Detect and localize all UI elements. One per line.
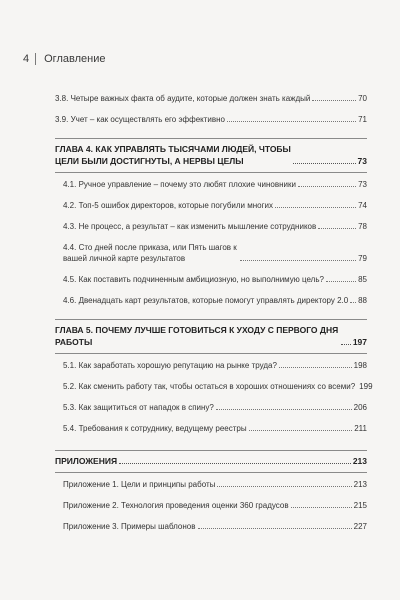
- header-divider: [35, 53, 36, 65]
- toc-leader-dots: [227, 121, 356, 122]
- toc-entry-page: 199: [359, 382, 373, 391]
- toc-entry-4-2[interactable]: [63, 200, 367, 211]
- toc-entry-page: 213: [353, 480, 367, 489]
- toc-entry-4-6[interactable]: [63, 295, 367, 306]
- toc-entry-appendix-3[interactable]: [63, 521, 367, 532]
- toc-leader-dots: [312, 100, 356, 101]
- toc-leader-dots: [350, 302, 356, 303]
- chapter-page: 197: [352, 337, 367, 347]
- toc-entry-3-9[interactable]: [55, 114, 367, 125]
- toc-leader-dots: [341, 344, 351, 345]
- page-number: 4: [23, 53, 30, 65]
- chapter-title: ГЛАВА 5. ПОЧЕМУ ЛУЧШЕ ГОТОВИТЬСЯ К УХОДУ С ПЕРВОГО ДНЯ РАБОТЫ: [55, 325, 339, 347]
- toc-entry-page: 71: [358, 115, 367, 124]
- toc-leader-dots: [217, 486, 351, 487]
- toc-leader-dots: [119, 463, 351, 464]
- toc-leader-dots: [240, 260, 356, 261]
- toc-leader-dots: [198, 528, 352, 529]
- toc-entry-appendix-1[interactable]: [63, 479, 367, 490]
- toc-entry-4-1[interactable]: [63, 179, 367, 190]
- toc-entry-title: 3.8. Четыре важных факта об аудите, которые должен знать каждый: [55, 94, 311, 103]
- toc-entry-page: 79: [358, 254, 367, 263]
- toc-entry-page: 211: [354, 424, 367, 433]
- toc-entry-page: 215: [353, 501, 367, 510]
- toc-entry-page: 85: [358, 275, 367, 284]
- toc-entry-5-2[interactable]: [63, 381, 373, 392]
- toc-entry-page: 88: [358, 296, 367, 305]
- toc-entry-page: 70: [358, 94, 367, 103]
- toc-entry-page: 73: [358, 180, 367, 189]
- toc-leader-dots: [216, 409, 352, 410]
- toc-entry-title: 4.6. Двенадцать карт результатов, которые помогут управлять директору 2.0: [63, 296, 349, 305]
- toc-entry-page: 74: [358, 201, 367, 210]
- toc-leader-dots: [249, 430, 353, 431]
- page-header: [23, 53, 105, 65]
- chapter-4-heading[interactable]: [55, 143, 367, 167]
- toc-entry-title: 5.2. Как сменить работу так, чтобы остаться в хороших отношениях со всеми?: [63, 382, 356, 391]
- toc-entry-5-4[interactable]: [63, 423, 367, 434]
- chapter-title: ГЛАВА 4. КАК УПРАВЛЯТЬ ТЫСЯЧАМИ ЛЮДЕЙ, ЧТОБЫ ЦЕЛИ БЫЛИ ДОСТИГНУТЫ, А НЕРВЫ ЦЕЛЫ: [55, 144, 291, 166]
- toc-entry-4-5[interactable]: [63, 274, 367, 285]
- toc-entry-title: 4.4. Сто дней после приказа, или Пять шагов к вашей личной карте результатов: [63, 243, 237, 263]
- toc-entry-title: 4.5. Как поставить подчиненным амбициозную, но выполнимую цель?: [63, 275, 324, 284]
- toc-entry-3-8[interactable]: [55, 93, 367, 104]
- toc-leader-dots: [318, 228, 356, 229]
- toc-entry-title: 5.1. Как заработать хорошую репутацию на рынке труда?: [63, 361, 277, 370]
- toc-entry-4-3[interactable]: [63, 221, 367, 232]
- toc-entry-title: Приложение 2. Технология проведения оценки 360 градусов: [63, 501, 289, 510]
- toc-entry-5-3[interactable]: [63, 402, 367, 413]
- chapter-page: 213: [352, 456, 367, 466]
- toc-leader-dots: [298, 186, 356, 187]
- toc-entry-title: 4.1. Ручное управление – почему это любят плохие чиновники: [63, 180, 296, 189]
- chapter-5-heading[interactable]: [55, 324, 367, 348]
- toc-leader-dots: [291, 507, 352, 508]
- toc-entry-title: 3.9. Учет – как осуществлять его эффективно: [55, 115, 225, 124]
- toc-entry-page: 206: [353, 403, 367, 412]
- appendices-heading[interactable]: [55, 455, 367, 467]
- toc-entry-title: 5.4. Требования к сотруднику, ведущему реестры: [63, 424, 247, 433]
- toc-entry-title: 4.2. Топ-5 ошибок директоров, которые погубили многих: [63, 201, 273, 210]
- toc-entry-title: 4.3. Не процесс, а результат – как изменить мышление сотрудников: [63, 222, 317, 231]
- toc-leader-dots: [326, 281, 356, 282]
- toc-entry-4-4[interactable]: [63, 242, 367, 264]
- toc-entry-page: 198: [353, 361, 367, 370]
- toc-entry-title: Приложение 1. Цели и принципы работы: [63, 480, 216, 489]
- toc-leader-dots: [293, 163, 356, 164]
- toc-leader-dots: [279, 367, 352, 368]
- section-title: Оглавление: [44, 53, 106, 65]
- toc-entry-title: 5.3. Как защититься от нападок в спину?: [63, 403, 214, 412]
- toc-entry-page: 78: [358, 222, 367, 231]
- toc-entry-title: Приложение 3. Примеры шаблонов: [63, 522, 196, 531]
- toc-leader-dots: [275, 207, 356, 208]
- chapter-page: 73: [357, 156, 367, 166]
- toc-entry-5-1[interactable]: [63, 360, 367, 371]
- table-of-contents: [55, 93, 373, 532]
- chapter-title: ПРИЛОЖЕНИЯ: [55, 456, 118, 466]
- toc-entry-page: 227: [353, 522, 367, 531]
- toc-entry-appendix-2[interactable]: [63, 500, 367, 511]
